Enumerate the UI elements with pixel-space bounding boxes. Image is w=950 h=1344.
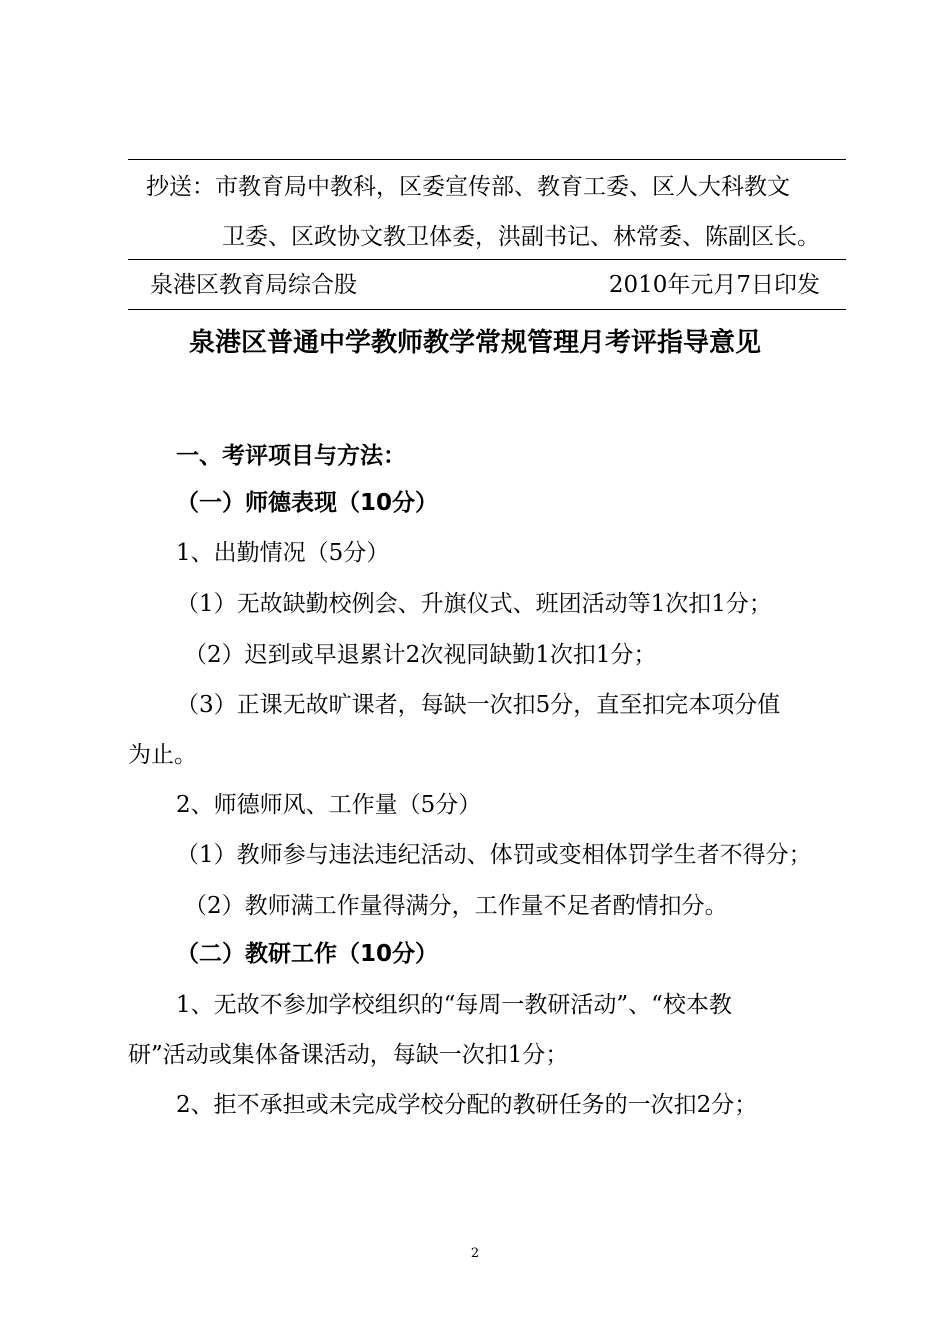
rule-text: （1）教师参与违法违纪活动、体罚或变相体罚学生者不得分； xyxy=(176,842,812,868)
rule-text: （2）教师满工作量得满分，工作量不足者酌情扣分。 xyxy=(184,893,728,919)
rule-text: 2、拒不承担或未完成学校分配的教研任务的一次扣2分； xyxy=(176,1092,758,1118)
item-heading: 2、师德师风、工作量（5分） xyxy=(176,792,482,818)
cc-line-2: 卫委、区政协文教卫体委，洪副书记、林常委、陈副区长。 xyxy=(222,224,820,250)
subsection-heading: （二）教研工作（10分） xyxy=(176,941,439,967)
section-heading: 一、考评项目与方法： xyxy=(176,443,406,469)
cc-bottom-rule xyxy=(128,309,846,310)
rule-text: 1、无故不参加学校组织的“每周一教研活动”、“校本教 xyxy=(176,992,732,1018)
page-number: 2 xyxy=(470,1246,480,1261)
rule-text: （3）正课无故旷课者，每缺一次扣5分，直至扣完本项分值 xyxy=(176,692,781,718)
item-heading: 1、出勤情况（5分） xyxy=(176,540,390,566)
cc-middle-rule xyxy=(128,259,846,260)
rule-text: （1）无故缺勤校例会、升旗仪式、班团活动等1次扣1分； xyxy=(176,591,772,617)
cc-line-1: 抄送：市教育局中教科，区委宣传部、教育工委、区人大科教文 xyxy=(146,174,790,200)
rule-text: （2）迟到或早退累计2次视同缺勤1次扣1分； xyxy=(184,642,657,668)
issue-date: 2010年元月7日印发 xyxy=(608,272,820,298)
rule-text-continuation: 为止。 xyxy=(128,742,197,768)
issuing-office: 泉港区教育局综合股 xyxy=(150,272,357,298)
subsection-heading: （一）师德表现（10分） xyxy=(176,490,439,516)
cc-top-rule xyxy=(128,159,846,160)
rule-text-continuation: 研”活动或集体备课活动，每缺一次扣1分； xyxy=(128,1042,569,1068)
document-title: 泉港区普通中学教师教学常规管理月考评指导意见 xyxy=(188,328,761,358)
